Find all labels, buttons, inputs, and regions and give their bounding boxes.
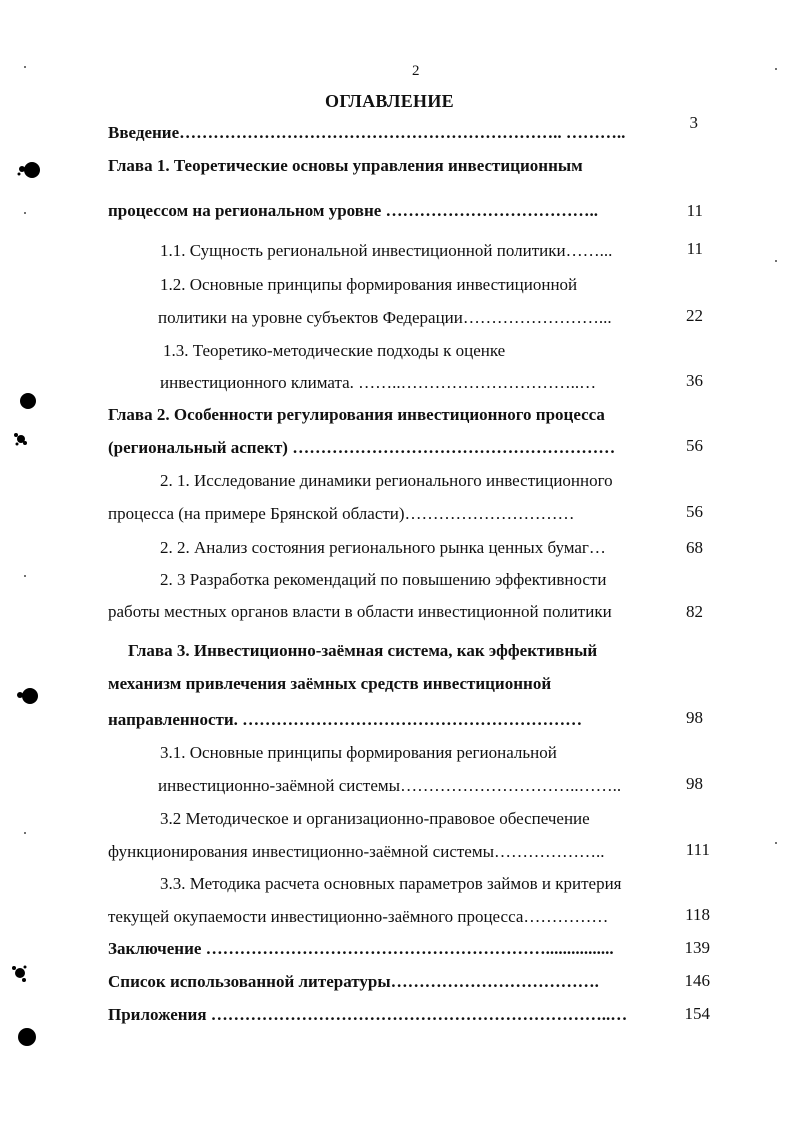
toc-section-1-2-line-1: 1.2. Основные принципы формирования инвестиционной bbox=[160, 275, 578, 294]
binder-hole-mark bbox=[20, 393, 36, 409]
toc-page-section-1-3: 36 bbox=[686, 371, 703, 390]
toc-section-2-1-line-1: 2. 1. Исследование динамики регионального инвестиционного bbox=[160, 471, 613, 490]
toc-page-section-3-3: 118 bbox=[685, 905, 710, 924]
toc-section-3-3-line-1: 3.3. Методика расчета основных параметров займов и критерия bbox=[160, 874, 622, 893]
toc-page-chapter-3: 98 bbox=[686, 708, 703, 727]
toc-page-chapter-1: 11 bbox=[686, 201, 703, 220]
scan-speck bbox=[24, 66, 26, 68]
toc-entry-references: Список использованной литературы………………………………. bbox=[108, 972, 599, 991]
toc-chapter-3-line-1: Глава 3. Инвестиционно-заёмная система, как эффективный bbox=[128, 641, 598, 660]
scan-speck bbox=[24, 212, 26, 214]
toc-section-3-2-line-1: 3.2 Методическое и организационно-правовое обеспечение bbox=[160, 809, 590, 828]
toc-page-introduction: 3 bbox=[689, 113, 698, 132]
toc-page-chapter-2: 56 bbox=[686, 436, 703, 455]
toc-section-1-2-line-2: политики на уровне субъектов Федерации……………………... bbox=[158, 308, 612, 327]
scan-speck bbox=[775, 260, 777, 262]
toc-chapter-2-line-1: Глава 2. Особенности регулирования инвестиционного процесса bbox=[108, 405, 605, 424]
toc-page-section-3-1: 98 bbox=[686, 774, 703, 793]
scan-speck bbox=[24, 832, 26, 834]
toc-section-2-2: 2. 2. Анализ состояния регионального рынка ценных бумаг… bbox=[160, 538, 606, 557]
toc-page-section-2-1: 56 bbox=[686, 502, 703, 521]
toc-section-3-3-line-2: текущей окупаемости инвестиционно-заёмного процесса…………… bbox=[108, 907, 609, 926]
toc-chapter-3-line-2: механизм привлечения заёмных средств инвестиционной bbox=[108, 674, 552, 693]
ink-blot bbox=[8, 960, 32, 986]
toc-section-1-3-line-2: инвестиционного климата. ……..…………………………..… bbox=[160, 373, 597, 392]
toc-page-appendices: 154 bbox=[684, 1004, 710, 1023]
toc-page-section-2-2: 68 bbox=[686, 538, 703, 557]
page-title: ОГЛАВЛЕНИЕ bbox=[325, 91, 454, 111]
toc-section-2-3-line-2: работы местных органов власти в области инвестиционной политики bbox=[108, 602, 612, 621]
toc-entry-introduction: Введение………………………………………………………….. ……….. bbox=[108, 123, 626, 142]
binder-hole-mark bbox=[12, 684, 42, 708]
binder-hole-mark bbox=[14, 158, 44, 182]
page-number: 2 bbox=[412, 63, 420, 79]
toc-section-3-1-line-1: 3.1. Основные принципы формирования региональной bbox=[160, 743, 557, 762]
toc-section-3-2-line-2: функционирования инвестиционно-заёмной системы……………….. bbox=[108, 842, 605, 861]
toc-entry-appendices: Приложения ……………………………………………………………..… bbox=[108, 1005, 628, 1024]
ink-blot bbox=[10, 428, 32, 450]
toc-page-conclusion: 139 bbox=[684, 938, 710, 957]
toc-chapter-2-line-2: (региональный аспект) ………………………………………………… bbox=[108, 438, 616, 457]
scan-speck bbox=[24, 575, 26, 577]
toc-section-2-3-line-1: 2. 3 Разработка рекомендаций по повышению эффективности bbox=[160, 570, 607, 589]
toc-page-section-1-2: 22 bbox=[686, 306, 703, 325]
scan-speck bbox=[775, 842, 777, 844]
toc-page-section-3-2: 111 bbox=[685, 840, 710, 859]
toc-section-2-1-line-2: процесса (на примере Брянской области)………………………… bbox=[108, 504, 575, 523]
toc-section-3-1-line-2: инвестиционно-заёмной системы…………………………..…….. bbox=[158, 776, 622, 795]
binder-hole-mark bbox=[18, 1028, 36, 1046]
toc-chapter-3-line-3: направленности. …………………………………………………… bbox=[108, 710, 583, 729]
toc-section-1-3-line-1: 1.3. Теоретико-методические подходы к оценке bbox=[163, 341, 506, 360]
scan-speck bbox=[775, 68, 777, 70]
toc-entry-conclusion: Заключение ……………………………………………………................ bbox=[108, 939, 614, 958]
toc-section-1-1: 1.1. Сущность региональной инвестиционной политики……... bbox=[160, 241, 613, 260]
toc-page-references: 146 bbox=[684, 971, 710, 990]
toc-page-section-2-3: 82 bbox=[686, 602, 703, 621]
toc-page-section-1-1: 11 bbox=[686, 239, 703, 258]
toc-chapter-1-line-1: Глава 1. Теоретические основы управления инвестиционным bbox=[108, 156, 583, 175]
toc-chapter-1-line-2: процессом на региональном уровне ……………………………….. bbox=[108, 201, 599, 220]
